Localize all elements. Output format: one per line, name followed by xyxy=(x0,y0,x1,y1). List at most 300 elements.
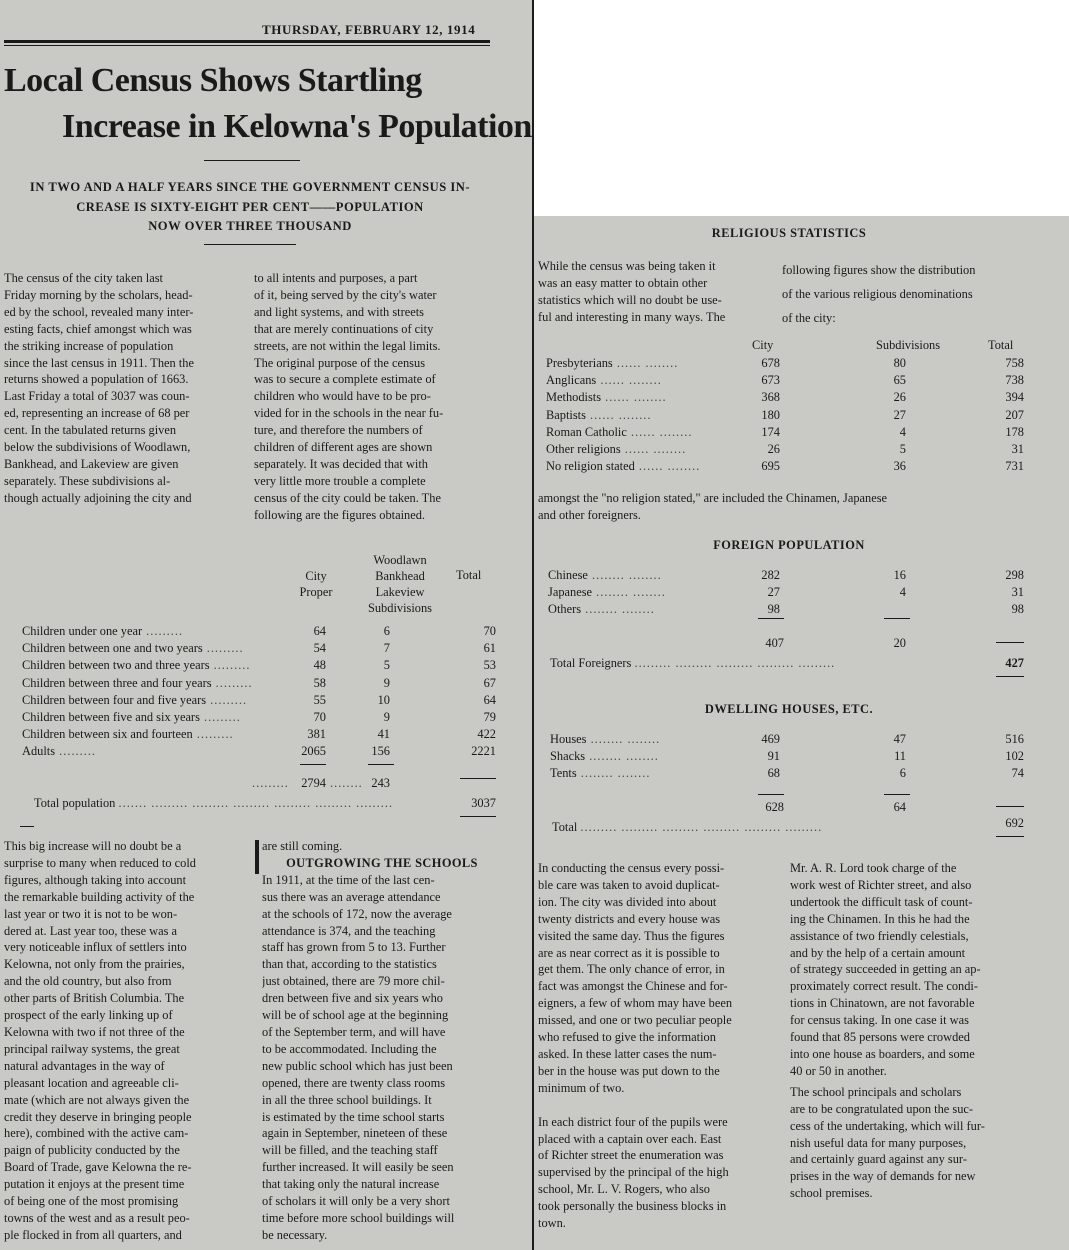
row-label: Children between five and six years xyxy=(22,710,200,724)
text-line: In each district four of the pupils were xyxy=(538,1114,728,1129)
text-line: missed, and one or two peculiar people xyxy=(538,1013,732,1028)
text-line: separately. It was decided that with xyxy=(254,456,428,471)
text-line: proximately correct result. The condi- xyxy=(790,979,978,994)
row-value-total: 298 xyxy=(1005,568,1024,582)
religion-head-total: Total xyxy=(988,338,1014,352)
row-value-city: 68 xyxy=(767,766,780,781)
text-line: and certainly guard against any sur- xyxy=(790,1152,967,1167)
text-line: prospect of the early linking up of xyxy=(4,1008,173,1023)
column-rule xyxy=(255,840,259,874)
text-line: though actually adjoining the city and xyxy=(4,490,192,505)
text-line: opened, there are twenty class rooms xyxy=(262,1075,446,1090)
dateline: THURSDAY, FEBRUARY 12, 1914 xyxy=(262,22,476,37)
row-label: Baptists xyxy=(546,407,586,422)
row-label: Shacks xyxy=(550,749,586,764)
leader-dots: ........ ........ xyxy=(586,732,661,746)
religion-head-sub: Subdivisions xyxy=(876,338,941,352)
text-line: ing the Chinamen. In this he had the xyxy=(790,911,970,926)
text-line: was an easy matter to obtain other xyxy=(538,275,708,290)
row-label: No religion stated xyxy=(546,459,635,474)
text-line: separately. These subdivisions al- xyxy=(4,473,171,488)
text-line: Last Friday a total of 3037 was coun- xyxy=(4,389,190,404)
text-line: tions in Chinatown, are not favorable xyxy=(790,996,975,1011)
text-line: other parts of British Columbia. The xyxy=(4,991,185,1006)
text-line: following are the figures obtained. xyxy=(254,507,426,522)
row-value-city: 27 xyxy=(767,585,780,600)
census-sum-dots: ........ xyxy=(330,776,363,790)
col-head-total: Total xyxy=(456,568,482,582)
col-head-sub-line: Subdivisions xyxy=(367,601,433,615)
foreign-total-row: Total Foreigners ......... ......... ......... ......... ......... xyxy=(550,656,836,670)
text-line: Kelowna with two if not three of the xyxy=(4,1024,185,1039)
leader-dots: ......... xyxy=(206,692,248,707)
leader-dots: ...... ........ xyxy=(620,442,687,456)
row-value-sub: 26 xyxy=(893,390,906,405)
leader-dots: ...... ........ xyxy=(612,356,679,370)
text-line: dren between five and six years who xyxy=(262,991,443,1006)
text-line: and by the help of a certain amount xyxy=(790,945,966,960)
table-row xyxy=(546,425,692,440)
row-label: Children between one and two years xyxy=(22,641,203,656)
row-value-sub: 9 xyxy=(383,710,390,724)
row-label: Houses xyxy=(550,732,587,746)
row-value-total: 98 xyxy=(1011,602,1024,617)
text-line: eigners, a few of whom may have been xyxy=(538,996,733,1011)
text-line: natural advantages in the way of xyxy=(4,1058,165,1073)
text-line: again in September, nineteen of these xyxy=(262,1126,448,1141)
religious-heading: RELIGIOUS STATISTICS xyxy=(711,226,867,240)
row-value-sub: 11 xyxy=(894,749,906,764)
table-row xyxy=(546,442,686,457)
leader-dots: ...... ........ xyxy=(634,459,701,474)
table-row xyxy=(546,459,700,474)
dwelling-total-row: Total ......... ......... ......... ......... ......... ......... xyxy=(552,820,823,834)
text-line: attendance is 374, and the teaching xyxy=(262,923,436,938)
table-row xyxy=(22,624,183,639)
row-label: Children between four and five years xyxy=(22,692,207,707)
total-underline xyxy=(460,816,496,817)
row-value-total: 758 xyxy=(1005,356,1024,370)
leader-dots: ........ ........ xyxy=(585,749,659,764)
table-row xyxy=(548,602,655,617)
row-value-city: 48 xyxy=(313,658,326,673)
dwelling-sum-sub: 64 xyxy=(893,800,906,814)
text-line: school, Mr. L. V. Rogers, who also xyxy=(538,1182,710,1197)
row-value-city: 64 xyxy=(313,624,326,638)
leader-dots: ........ ........ xyxy=(581,602,655,617)
table-row xyxy=(22,727,234,742)
text-line: staff has grown from 5 to 13. Further xyxy=(262,940,446,955)
text-line: assistance of two friendly celestials, xyxy=(790,928,969,943)
text-line: undertook the difficult task of count- xyxy=(790,894,973,909)
text-line: credit they deserve in bringing people xyxy=(4,1109,192,1124)
table-row xyxy=(548,585,666,600)
religious-intro-col-1 xyxy=(538,258,778,326)
method-column-1 xyxy=(538,860,782,1232)
table-row xyxy=(22,676,253,691)
row-label: Other religions xyxy=(546,442,621,456)
text-line: of it, being served by the city's water xyxy=(254,287,437,302)
row-value-sub: 4 xyxy=(899,585,906,600)
text-line: minimum of two. xyxy=(538,1080,625,1095)
row-value-total: 102 xyxy=(1005,749,1024,764)
row-label: Children under one year xyxy=(22,624,143,638)
headline-line-2: Increase in Kelowna's Population xyxy=(62,108,532,145)
row-value-total: 61 xyxy=(483,641,496,656)
text-line: ful and interesting in many ways. The xyxy=(538,309,726,324)
row-value-city: 180 xyxy=(761,407,780,422)
text-line: in all the three school buildings. It xyxy=(262,1092,432,1107)
col-head-sub-line: Woodlawn xyxy=(373,553,427,567)
text-line: children of different ages are shown xyxy=(254,440,433,455)
row-label: Chinese xyxy=(548,568,588,582)
foreign-rule-total xyxy=(996,642,1024,643)
text-line: that are merely continuations of city xyxy=(254,321,434,336)
text-line: fact was amongst the Chinese and for- xyxy=(538,979,728,994)
text-line: town. xyxy=(538,1216,566,1231)
text-line: of Richter street the enumeration was xyxy=(538,1148,724,1163)
text-line: statistics which will no doubt be use- xyxy=(538,292,722,307)
row-value-sub: 4 xyxy=(899,424,906,439)
text-line: ber in the house was put down to the xyxy=(538,1063,720,1078)
row-value-total: 31 xyxy=(1011,585,1024,600)
row-label: Children between three and four years xyxy=(22,675,212,690)
leader-dots: ......... xyxy=(202,641,244,656)
dwelling-total: 692 xyxy=(1005,816,1024,830)
leader-dots: ......... xyxy=(209,658,251,673)
row-value-sub: 5 xyxy=(899,442,906,456)
row-value-city: 70 xyxy=(313,710,326,724)
foreign-rule-city xyxy=(758,618,784,619)
row-value-sub: 6 xyxy=(899,766,906,781)
right-clipping xyxy=(534,216,1069,1250)
row-value-total: 738 xyxy=(1005,373,1024,388)
dwelling-heading: DWELLING HOUSES, ETC. xyxy=(704,702,874,716)
text-line: was to secure a complete estimate of xyxy=(254,372,436,387)
text-line: cess of the undertaking, which will fur- xyxy=(790,1118,985,1133)
leader-dots: ........ ........ xyxy=(592,585,666,600)
row-value-city: 678 xyxy=(761,356,780,370)
text-line: ple flocked in from all quarters, and xyxy=(4,1227,182,1242)
census-sum-sub: 243 xyxy=(371,776,390,790)
text-line: at the schools of 172, now the average xyxy=(262,906,452,921)
subheadline-divider xyxy=(204,244,296,245)
dwelling-underline xyxy=(996,836,1024,837)
sum-rule-total xyxy=(460,778,496,779)
text-line: is estimated by the time school starts xyxy=(262,1109,445,1124)
text-line: The school principals and scholars xyxy=(790,1084,962,1099)
row-label: Children between two and three years xyxy=(22,658,210,673)
text-line: following figures show the distribution xyxy=(782,263,976,277)
table-row xyxy=(550,766,650,781)
row-label: Tents xyxy=(550,766,577,781)
row-value-sub: 6 xyxy=(383,624,390,638)
religion-head-city: City xyxy=(752,338,774,352)
table-row xyxy=(546,390,667,405)
text-line: here), combined with the active cam- xyxy=(4,1126,189,1141)
religious-intro-col-2 xyxy=(782,258,1032,330)
row-value-city: 673 xyxy=(761,373,780,388)
table-row xyxy=(22,693,247,708)
text-line: paign of publicity conducted by the xyxy=(4,1143,180,1158)
schools-heading: OUTGROWING THE SCHOOLS xyxy=(286,855,478,870)
text-line: Friday morning by the scholars, head- xyxy=(4,287,193,302)
foreign-sum-sub: 20 xyxy=(893,636,906,650)
row-value-sub: 9 xyxy=(383,675,390,690)
text-line: The census of the city taken last xyxy=(4,271,163,285)
leader-dots: ......... xyxy=(199,710,241,724)
text-line: for census taking. In one case it was xyxy=(790,1013,969,1028)
row-value-total: 2221 xyxy=(471,744,496,759)
text-line: will be filled, and the teaching staff xyxy=(262,1143,438,1158)
dwelling-rule-sub xyxy=(884,794,910,795)
census-table xyxy=(0,548,532,828)
text-line: While the census was being taken it xyxy=(538,259,716,273)
table-row xyxy=(22,710,241,725)
leader-dots: ......... xyxy=(55,744,97,759)
row-value-total: 70 xyxy=(483,624,496,638)
col-head-sub-line: Lakeview xyxy=(375,585,425,599)
text-line: pleasant location and agreeable cli- xyxy=(4,1075,179,1090)
leader-dots: ........ ........ xyxy=(576,766,651,781)
text-line: will be of school age at the beginning xyxy=(262,1008,449,1023)
row-value-city: 368 xyxy=(761,390,780,405)
lower-column-1 xyxy=(4,838,250,1244)
text-line: last year or two it is not to be won- xyxy=(4,906,178,921)
text-line: the striking increase of population xyxy=(4,338,174,353)
row-value-total: 53 xyxy=(483,658,496,673)
row-value-total: 731 xyxy=(1005,459,1024,474)
lower-column-2 xyxy=(262,838,502,1244)
text-line: and light systems, and with streets xyxy=(254,304,425,319)
row-value-total: 422 xyxy=(477,727,496,742)
table-row xyxy=(548,568,662,583)
text-line: are to be congratulated upon the suc- xyxy=(790,1101,974,1116)
row-value-city: 98 xyxy=(767,602,780,617)
row-value-sub: 27 xyxy=(893,407,906,422)
row-value-sub: 16 xyxy=(893,568,906,582)
text-line: towns of the west and as a result peo- xyxy=(4,1210,190,1225)
row-value-total: 207 xyxy=(1005,407,1024,422)
text-line: very noticeable influx of settlers into xyxy=(4,940,187,955)
row-value-city: 2065 xyxy=(301,744,326,759)
subheadline xyxy=(0,178,500,237)
table-row xyxy=(546,373,662,388)
text-line: esting facts, chief amongst which was xyxy=(4,321,192,336)
foreign-heading: FOREIGN POPULATION xyxy=(713,538,865,552)
text-line: figures, although taking into account xyxy=(4,872,187,887)
table-row xyxy=(550,732,660,747)
text-line: very little more trouble a complete xyxy=(254,473,426,488)
foreign-sum-city: 407 xyxy=(765,636,784,650)
text-line: amongst the "no religion stated," are included the Chinamen, Japanese xyxy=(538,491,888,505)
row-value-city: 54 xyxy=(313,641,326,656)
row-value-sub: 5 xyxy=(383,658,390,673)
census-sum-city: 2794 xyxy=(301,776,326,790)
text-line: cent. In the tabulated returns given xyxy=(4,423,177,438)
text-line: and other foreigners. xyxy=(538,507,641,522)
text-line: prises in the way of demands for new xyxy=(790,1169,976,1184)
text-line: took personally the business blocks in xyxy=(538,1199,727,1214)
text-line: the remarkable building activity of the xyxy=(4,889,195,904)
row-value-sub: 156 xyxy=(371,744,390,759)
text-line: are still coming. xyxy=(262,839,343,853)
text-line: Mr. A. R. Lord took charge of the xyxy=(790,861,957,875)
subheadline-line: CREASE IS SIXTY-EIGHT PER CENT——POPULATION xyxy=(76,199,424,214)
row-value-city: 55 xyxy=(313,692,326,707)
table-row xyxy=(22,641,244,656)
text-line: just obtained, there are 79 more chil- xyxy=(262,974,445,989)
row-value-sub: 47 xyxy=(893,732,906,746)
table-row xyxy=(546,356,678,371)
col-head-sub-line: Bankhead xyxy=(375,569,425,583)
text-line: vided for in the schools in the near fu- xyxy=(254,406,444,421)
text-line: twenty districts and every house was xyxy=(538,911,721,926)
text-line: streets, are not within the legal limits. xyxy=(254,338,441,353)
dateline-rule xyxy=(4,40,490,43)
text-line: of the September term, and will have xyxy=(262,1024,446,1039)
subheadline-line: NOW OVER THREE THOUSAND xyxy=(148,219,352,233)
text-line: that taking only the natural increase xyxy=(262,1177,440,1192)
dateline-rule-thin xyxy=(4,45,490,46)
foreign-total: 427 xyxy=(1005,656,1024,670)
text-line: 40 or 50 in another. xyxy=(790,1063,887,1078)
row-value-total: 394 xyxy=(1005,390,1024,405)
row-label: Japanese xyxy=(548,585,593,600)
row-label: Presbyterians xyxy=(546,356,613,370)
row-label: Others xyxy=(548,602,582,617)
text-line: below the subdivisions of Woodlawn, xyxy=(4,440,191,455)
text-line: time before more school buildings will xyxy=(262,1210,455,1225)
row-value-total: 67 xyxy=(483,675,496,690)
text-line: further increased. It will easily be seen xyxy=(262,1160,454,1175)
text-line: of the various religious denominations xyxy=(782,287,973,301)
text-line: Kelowna, not only from the prairies, xyxy=(4,957,185,972)
row-value-total: 178 xyxy=(1005,424,1024,439)
subheadline-line: IN TWO AND A HALF YEARS SINCE THE GOVERNMENT CENSUS IN- xyxy=(29,180,471,194)
text-line: returns showed a population of 1663. xyxy=(4,372,189,387)
leader-dots: ...... ........ xyxy=(585,407,652,422)
dwelling-rule-city xyxy=(758,794,784,795)
row-label: Adults xyxy=(22,744,56,759)
foreign-rule-sub xyxy=(884,618,910,619)
text-line: In 1911, at the time of the last cen- xyxy=(262,872,435,887)
text-line: supervised by the principal of the high xyxy=(538,1165,729,1180)
text-line: In conducting the census every possi- xyxy=(538,861,725,875)
text-line: visited the same day. Thus the figures xyxy=(538,928,725,943)
method-column-2 xyxy=(790,860,1030,1202)
row-value-sub: 80 xyxy=(893,356,906,370)
dwelling-rule-total xyxy=(996,806,1024,807)
leader-dots: ......... xyxy=(192,727,234,742)
dwelling-total-label: Total xyxy=(552,820,578,834)
table-row xyxy=(550,749,659,764)
text-line: Bankhead, and Lakeview are given xyxy=(4,456,179,471)
leader-dots: ...... ........ xyxy=(596,373,662,388)
leader-dots: ......... xyxy=(211,675,253,690)
text-line: get them. The only chance of error, in xyxy=(538,962,725,977)
text-line: ture, and therefore the numbers of xyxy=(254,423,423,438)
foreign-total-label: Total Foreigners xyxy=(550,656,632,670)
intro-column-1 xyxy=(4,270,246,507)
col-head-city xyxy=(286,568,346,600)
text-line: be necessary. xyxy=(262,1227,328,1242)
row-value-city: 381 xyxy=(307,727,326,742)
headline-divider xyxy=(204,160,300,161)
text-line: mate (which are not always given the xyxy=(4,1092,190,1107)
left-clipping xyxy=(0,0,534,1250)
col-head-subdivisions xyxy=(350,552,450,616)
table-row xyxy=(22,744,96,759)
row-value-sub: 36 xyxy=(893,459,906,474)
text-line: Board of Trade, gave Kelowna the re- xyxy=(4,1160,192,1175)
row-value-sub: 10 xyxy=(377,692,390,707)
dwelling-sum-city: 628 xyxy=(765,800,784,814)
text-line: This big increase will no doubt be a xyxy=(4,839,182,853)
text-line: census of the city could be taken. The xyxy=(254,490,441,505)
row-value-total: 79 xyxy=(483,710,496,724)
table-row xyxy=(22,658,251,673)
text-line: school premises. xyxy=(790,1186,873,1201)
table-row xyxy=(546,408,652,423)
row-value-city: 174 xyxy=(761,424,780,439)
text-line: of strategy succeeded in getting an ap- xyxy=(790,962,981,977)
text-line: ble care was taken to avoid duplicat- xyxy=(538,877,720,892)
row-value-city: 58 xyxy=(313,675,326,690)
foreign-underline xyxy=(996,676,1024,677)
census-total-value: 3037 xyxy=(471,796,496,810)
leader-dots: ......... xyxy=(142,624,184,638)
row-value-city: 26 xyxy=(767,442,780,456)
row-value-city: 469 xyxy=(761,732,780,746)
text-line: to be accommodated. Including the xyxy=(262,1041,437,1056)
leader-dots: ........ ........ xyxy=(587,568,662,582)
text-line: and the old country, but also from xyxy=(4,974,172,989)
text-line: than that, according to the statistics xyxy=(262,957,437,972)
religion-note xyxy=(538,490,1028,524)
text-line: work west of Richter street, and also xyxy=(790,877,972,892)
text-line: to all intents and purposes, a part xyxy=(254,271,418,285)
text-line: dered at. Last year too, these was a xyxy=(4,923,178,938)
text-line: putation it enjoys at the present time xyxy=(4,1177,185,1192)
row-value-sub: 7 xyxy=(383,641,390,656)
text-line: into one house as boarders, and some xyxy=(790,1046,975,1061)
text-line: ed by the school, revealed many inter- xyxy=(4,304,194,319)
row-label: Children between six and fourteen xyxy=(22,727,193,742)
intro-column-2 xyxy=(254,270,496,524)
headline-line-1: Local Census Shows Startling xyxy=(4,62,422,99)
text-line: The original purpose of the census xyxy=(254,355,426,370)
census-sum-row: ......... xyxy=(252,776,289,790)
row-value-total: 64 xyxy=(483,692,496,707)
text-line: children who would have to be pro- xyxy=(254,389,431,404)
row-value-city: 91 xyxy=(767,749,780,764)
row-value-city: 695 xyxy=(761,459,780,474)
row-value-sub: 41 xyxy=(377,727,390,742)
leader-dots: ...... ........ xyxy=(626,424,693,439)
row-label: Methodists xyxy=(546,390,602,405)
row-value-total: 74 xyxy=(1011,766,1024,781)
text-line: placed with a captain over each. East xyxy=(538,1131,722,1146)
text-line: principal railway systems, the great xyxy=(4,1041,180,1056)
row-value-total: 516 xyxy=(1005,732,1024,746)
text-line: ion. The city was divided into about xyxy=(538,894,717,909)
col-head-city-line: Proper xyxy=(299,585,333,599)
row-label: Roman Catholic xyxy=(546,424,627,439)
census-total-label: Total population xyxy=(34,796,116,810)
row-label: Anglicans xyxy=(546,373,597,388)
text-line: asked. In these latter cases the num- xyxy=(538,1046,717,1061)
